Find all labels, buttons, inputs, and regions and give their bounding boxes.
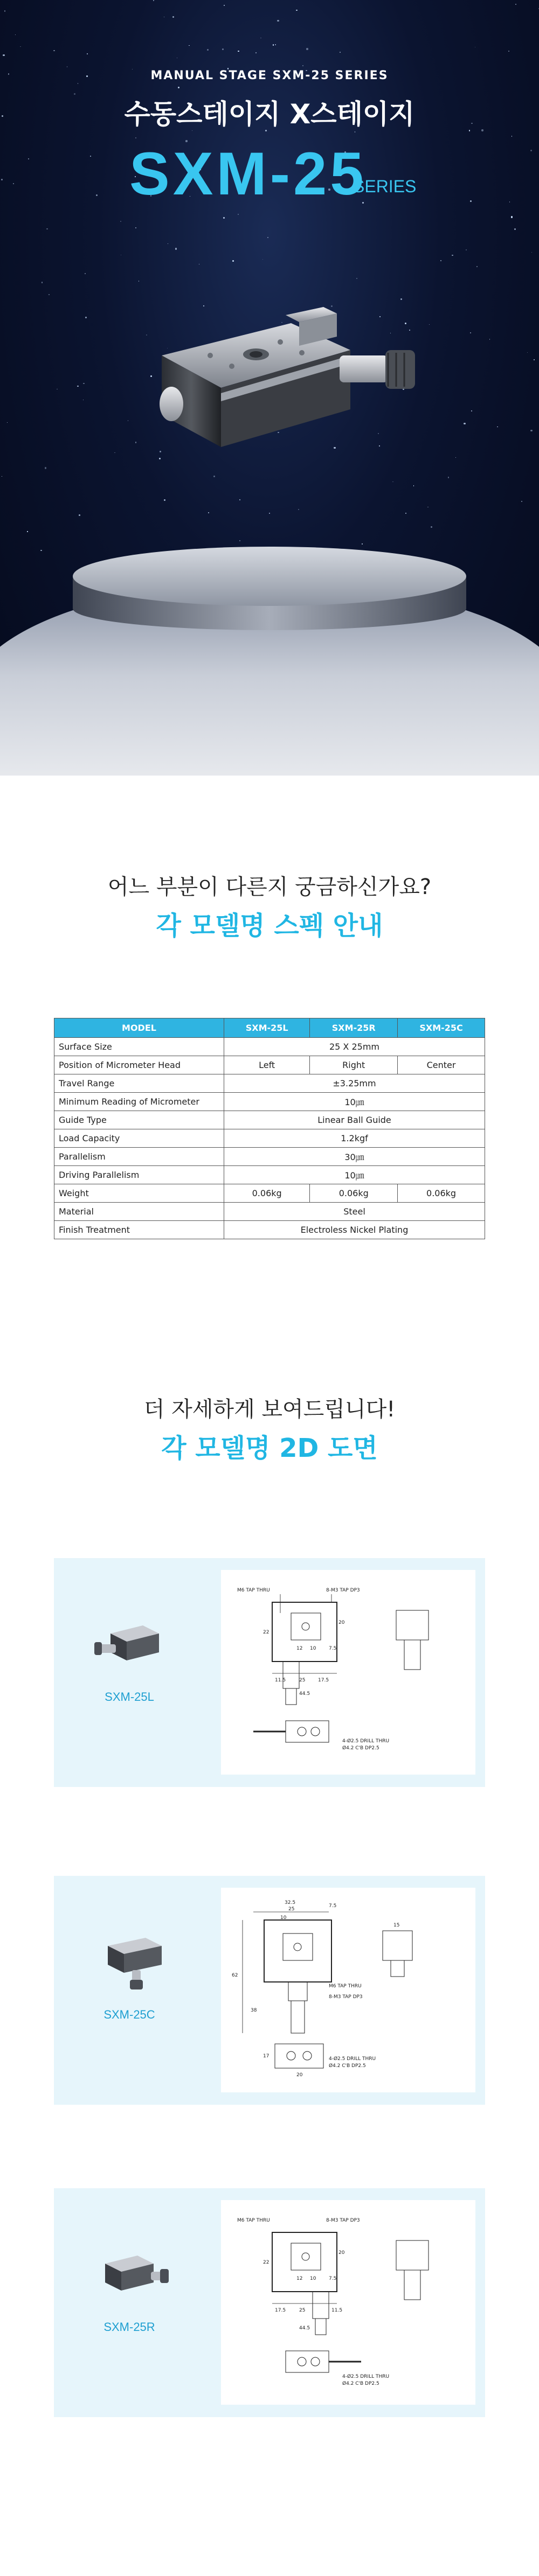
star xyxy=(275,44,276,45)
drawing-note: Ø4.2 C'B DP2.5 xyxy=(329,2063,366,2069)
star xyxy=(530,430,532,431)
dimension-label: 11.5 xyxy=(331,2308,343,2313)
star xyxy=(238,214,239,215)
star xyxy=(4,10,6,12)
spec-value: Left xyxy=(224,1056,310,1074)
star xyxy=(15,34,16,36)
product-image xyxy=(151,285,420,479)
technical-drawing xyxy=(221,1570,475,1775)
star xyxy=(298,509,299,510)
spec-row xyxy=(54,1056,485,1074)
hero-banner xyxy=(0,0,539,776)
technical-drawing xyxy=(221,2200,475,2405)
dimension-label: 17.5 xyxy=(318,1678,329,1683)
star xyxy=(13,183,14,184)
product-thumbnail xyxy=(94,1927,170,1992)
header-sxm-25r: SXM-25R xyxy=(310,1018,398,1038)
drawing-panel-sxm-25l xyxy=(54,1558,485,1787)
panel-model-label: SXM-25R xyxy=(103,2320,155,2334)
drawing-sheet xyxy=(221,1888,475,2092)
star xyxy=(489,339,490,340)
star xyxy=(49,294,50,295)
star xyxy=(531,252,532,253)
spec-value: Center xyxy=(398,1056,485,1074)
star xyxy=(222,48,224,50)
star xyxy=(239,540,240,541)
star xyxy=(189,45,190,46)
star xyxy=(1,179,3,180)
star xyxy=(470,332,471,333)
spec-label: Load Capacity xyxy=(54,1129,224,1148)
header-model: MODEL xyxy=(54,1018,224,1038)
star xyxy=(515,4,516,5)
star xyxy=(67,66,68,67)
spec-label: Parallelism xyxy=(54,1148,224,1166)
star xyxy=(239,499,240,500)
drawing-note: Ø4.2 C'B DP2.5 xyxy=(342,1746,379,1751)
spec-row xyxy=(54,1074,485,1093)
star xyxy=(175,248,177,249)
star xyxy=(232,260,234,262)
star xyxy=(534,359,535,360)
dimension-label: 20 xyxy=(338,2250,345,2256)
star xyxy=(83,383,85,385)
dimension-label: 25 xyxy=(288,1907,295,1912)
drawing-note: M6 TAP THRU xyxy=(237,2218,270,2223)
star xyxy=(135,442,136,443)
star xyxy=(514,228,516,230)
spec-row xyxy=(54,1148,485,1166)
star xyxy=(45,467,46,469)
dimension-label: 44.5 xyxy=(299,2326,310,2331)
spec-label: Minimum Reading of Micrometer xyxy=(54,1093,224,1111)
dimension-label: 38 xyxy=(251,2008,257,2013)
spec-label: Guide Type xyxy=(54,1111,224,1129)
drawing-note: 8-M3 TAP DP3 xyxy=(326,1588,360,1593)
star xyxy=(7,422,8,423)
star xyxy=(466,249,467,250)
spec-label: Position of Micrometer Head xyxy=(54,1056,224,1074)
star xyxy=(413,485,414,486)
spec-table-header xyxy=(54,1018,485,1038)
hero-subtitle: MANUAL STAGE SXM-25 SERIES xyxy=(150,69,389,82)
spec-value: Steel xyxy=(224,1203,485,1221)
star xyxy=(135,227,136,228)
star xyxy=(153,0,154,1)
star xyxy=(146,334,147,336)
spec-value: 1.2kgf xyxy=(224,1129,485,1148)
star xyxy=(431,526,432,528)
spec-row xyxy=(54,1129,485,1148)
dimension-label: 7.5 xyxy=(329,1903,337,1909)
star xyxy=(508,51,509,52)
dimension-label: 20 xyxy=(296,2072,303,2078)
star xyxy=(135,137,136,138)
star xyxy=(46,228,48,230)
technical-drawing xyxy=(221,1888,475,2092)
star xyxy=(85,273,86,274)
dimension-label: 20 xyxy=(338,1620,345,1625)
header-sxm-25c: SXM-25C xyxy=(398,1018,485,1038)
dimension-label: 7.5 xyxy=(329,2276,337,2281)
spec-value: 10㎛ xyxy=(224,1166,485,1184)
spec-value: Electroless Nickel Plating xyxy=(224,1221,485,1239)
star xyxy=(77,386,78,387)
drawing-note: 4-Ø2.5 DRILL THRU xyxy=(342,1739,390,1744)
dimension-label: 12 xyxy=(296,2276,303,2281)
star xyxy=(40,550,42,551)
spec-label: Finish Treatment xyxy=(54,1221,224,1239)
star xyxy=(208,512,209,513)
star xyxy=(471,410,472,411)
spec-row xyxy=(54,1221,485,1239)
star xyxy=(302,65,303,66)
drawing-question: 더 자세하게 보여드립니다! xyxy=(143,1397,396,1422)
drawing-panel-sxm-25c xyxy=(54,1876,485,2105)
dimension-label: 15 xyxy=(393,1923,400,1928)
drawing-note: M6 TAP THRU xyxy=(237,1588,270,1593)
star xyxy=(277,20,279,22)
pedestal xyxy=(73,547,466,638)
spec-label: Driving Parallelism xyxy=(54,1166,224,1184)
dimension-label: 22 xyxy=(263,1630,270,1635)
spec-row xyxy=(54,1184,485,1203)
star xyxy=(527,352,528,353)
star xyxy=(497,427,498,428)
dimension-label: 25 xyxy=(299,1678,306,1683)
drawing-heading: 각 모델명 2D 도면 xyxy=(161,1433,378,1463)
spec-value: 25 X 25mm xyxy=(224,1038,485,1056)
drawing-sheet xyxy=(221,1570,475,1775)
panel-model-label: SXM-25L xyxy=(105,1690,154,1704)
star xyxy=(3,54,4,56)
drawing-panel-sxm-25r xyxy=(54,2188,485,2417)
dimension-label: 62 xyxy=(232,1973,238,1978)
star xyxy=(356,278,357,279)
dimension-label: 17 xyxy=(263,2054,270,2059)
dimension-label: 25 xyxy=(299,2308,306,2313)
drawing-note: 8-M3 TAP DP3 xyxy=(329,1994,363,2000)
spec-row xyxy=(54,1166,485,1184)
star xyxy=(530,150,532,151)
dimension-label: 7.5 xyxy=(329,1646,337,1651)
spec-row xyxy=(54,1093,485,1111)
star xyxy=(238,51,239,52)
star xyxy=(512,136,513,137)
star xyxy=(224,5,225,6)
drawing-note: Ø4.2 C'B DP2.5 xyxy=(342,2381,379,2386)
spec-label: Weight xyxy=(54,1184,224,1203)
dimension-label: 12 xyxy=(296,1646,303,1651)
spec-value: 0.06kg xyxy=(398,1184,485,1203)
star xyxy=(429,324,430,325)
spec-value: 10㎛ xyxy=(224,1093,485,1111)
spec-label: Material xyxy=(54,1203,224,1221)
panel-model-label: SXM-25C xyxy=(103,2008,155,2021)
star xyxy=(448,477,449,478)
hero-title: 수동스테이지 X스테이지 xyxy=(124,99,415,130)
star xyxy=(273,44,274,45)
spec-value: 0.06kg xyxy=(224,1184,310,1203)
dimension-label: 10 xyxy=(310,2276,316,2281)
star xyxy=(464,423,465,424)
star xyxy=(85,317,87,318)
star xyxy=(405,513,406,514)
spec-value: 0.06kg xyxy=(310,1184,398,1203)
star xyxy=(440,260,441,261)
star xyxy=(172,16,174,18)
spec-heading: 각 모델명 스펙 안내 xyxy=(156,911,383,941)
star xyxy=(476,266,478,267)
star xyxy=(178,87,179,88)
star xyxy=(96,194,98,196)
star xyxy=(164,499,165,501)
star xyxy=(57,389,58,390)
star xyxy=(207,49,209,51)
product-thumbnail xyxy=(94,1612,170,1677)
star xyxy=(470,200,472,202)
star xyxy=(114,452,115,453)
spec-row xyxy=(54,1203,485,1221)
star xyxy=(262,259,263,260)
dimension-label: 10 xyxy=(310,1646,316,1651)
star xyxy=(223,217,225,219)
spec-value: Right xyxy=(310,1056,398,1074)
spec-value: ±3.25mm xyxy=(224,1074,485,1093)
hero-series-label: SERIES xyxy=(353,177,417,196)
star xyxy=(128,420,129,421)
star xyxy=(267,237,268,238)
star xyxy=(79,514,80,516)
pedestal-top xyxy=(73,547,466,606)
star xyxy=(255,52,257,53)
drawing-note: M6 TAP THRU xyxy=(329,1984,362,1989)
header-sxm-25l: SXM-25L xyxy=(224,1018,310,1038)
dimension-label: 44.5 xyxy=(299,1691,310,1697)
spec-row xyxy=(54,1038,485,1056)
spec-value: 30㎛ xyxy=(224,1148,485,1166)
star xyxy=(306,48,308,50)
star xyxy=(296,10,297,11)
dimension-label: 22 xyxy=(263,2260,270,2265)
star xyxy=(452,255,453,256)
dimension-label: 17.5 xyxy=(275,2308,286,2313)
spec-question: 어느 부분이 다른지 궁금하신가요? xyxy=(107,875,432,899)
star xyxy=(392,481,393,482)
dimension-label: 11.5 xyxy=(275,1678,286,1683)
dimension-label: 10 xyxy=(280,1915,287,1921)
spec-row xyxy=(54,1111,485,1129)
star xyxy=(455,457,456,458)
spec-table xyxy=(54,1018,485,1239)
product-thumbnail xyxy=(94,2242,170,2307)
star xyxy=(260,38,261,39)
drawing-sheet xyxy=(221,2200,475,2405)
spec-label: Travel Range xyxy=(54,1074,224,1093)
dimension-label: 32.5 xyxy=(285,1900,296,1905)
star xyxy=(511,216,513,218)
star xyxy=(120,221,121,222)
star xyxy=(269,513,271,514)
hero-model-name: SXM-25 xyxy=(129,140,367,207)
drawing-note: 8-M3 TAP DP3 xyxy=(326,2218,360,2223)
spec-label: Surface Size xyxy=(54,1038,224,1056)
star xyxy=(509,201,510,203)
drawing-note: 4-Ø2.5 DRILL THRU xyxy=(329,2056,376,2062)
star xyxy=(28,158,29,159)
star xyxy=(53,50,55,52)
drawing-note: 4-Ø2.5 DRILL THRU xyxy=(342,2374,390,2379)
spec-value: Linear Ball Guide xyxy=(224,1111,485,1129)
star xyxy=(521,501,522,502)
star xyxy=(362,543,363,544)
star xyxy=(42,282,43,283)
star xyxy=(340,52,341,53)
